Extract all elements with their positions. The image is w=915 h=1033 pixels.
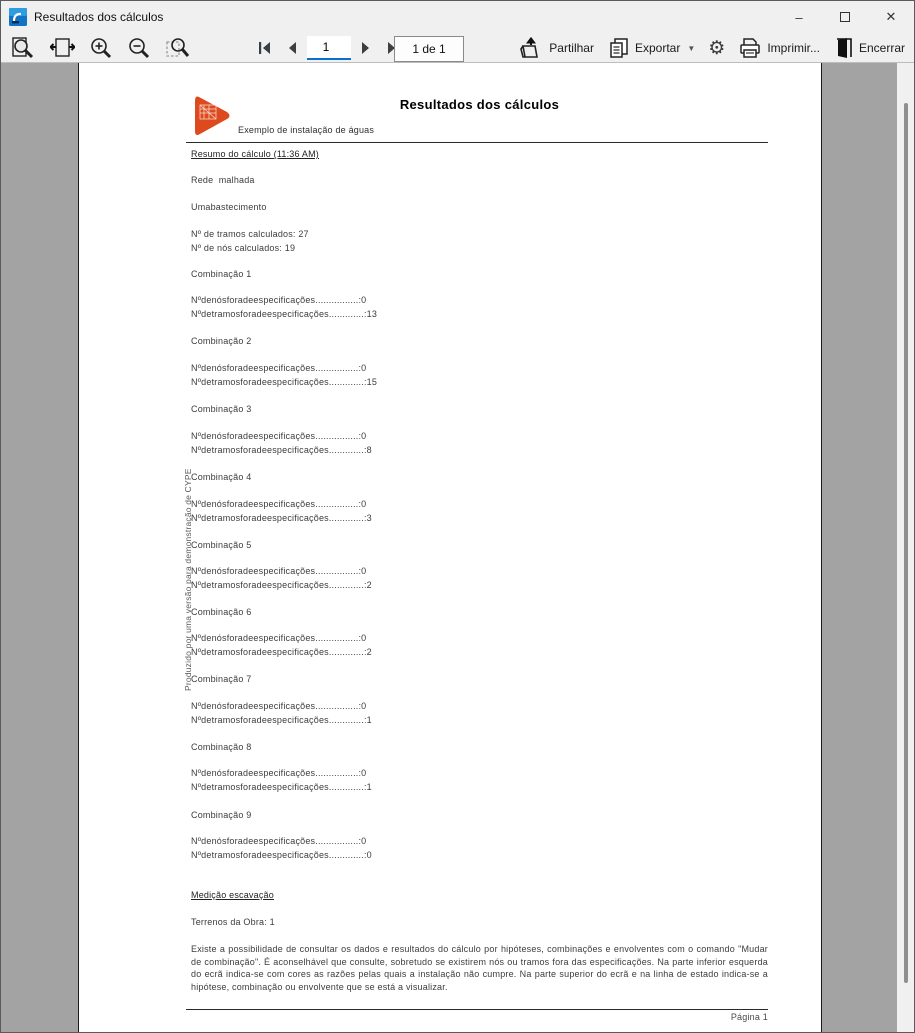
- project-name: Exemplo de instalação de águas: [238, 125, 375, 135]
- combo-sections-line: Nºdetramosforadeespecificações.............:2: [191, 647, 372, 657]
- combo-title: Combinação 7: [191, 674, 252, 684]
- export-dropdown-caret-icon: ▼: [687, 43, 696, 53]
- zoom-in-button[interactable]: [85, 34, 117, 61]
- combo-title: Combinação 3: [191, 404, 252, 414]
- combo-title: Combinação 4: [191, 472, 252, 482]
- exit-button[interactable]: [829, 35, 910, 62]
- next-page-icon: [360, 41, 372, 55]
- calculated-sections-line: Nº de tramos calculados: 27: [191, 229, 309, 239]
- zoom-region-button[interactable]: [161, 34, 195, 61]
- combo-sections-line: Nºdetramosforadeespecificações.............:1: [191, 782, 372, 792]
- combo-nodes-line: Nºdenósforadeespecificações................:0: [191, 499, 367, 509]
- combo-nodes-line: Nºdenósforadeespecificações................:0: [191, 363, 367, 373]
- previous-page-icon: [286, 41, 298, 55]
- previous-page-button[interactable]: [282, 35, 302, 62]
- toolbar: [1, 33, 914, 63]
- combo-title: Combinação 2: [191, 336, 252, 346]
- advice-paragraph: Existe a possibilidade de consultar os dados e resultados do cálculo por hipóteses, combinações e envolventes com o comando "Mudar de combinação". É aconselhável que consulte, sobretudo se existirem nós ou tramos fora das especificações. Na parte inferior esquerda do ecrã indica-se com cores as razões pelas quais a instalação não cumpre. Na parte superior do ecrã e na linha de estado indica-se a hipótese, combinação ou envolvente que se está a visualizar.: [191, 944, 768, 992]
- combo-nodes-line: Nºdenósforadeespecificações................:0: [191, 431, 367, 441]
- zoom-in-icon: [89, 36, 113, 60]
- combo-title: Combinação 8: [191, 742, 252, 752]
- window-controls: [776, 1, 914, 33]
- combo-title: Combinação 9: [191, 810, 252, 820]
- fit-page-icon: [11, 36, 36, 60]
- report-content: [183, 63, 768, 1032]
- share-label: Partilhar: [549, 41, 594, 55]
- document-canvas[interactable]: [1, 63, 914, 1032]
- maximize-icon: [840, 12, 850, 22]
- export-label: Exportar: [634, 41, 681, 55]
- first-page-icon: [257, 41, 273, 55]
- network-type-line: Rede malhada: [191, 175, 255, 185]
- next-page-button[interactable]: [356, 35, 376, 62]
- app-icon: [9, 8, 27, 26]
- combo-sections-line: Nºdetramosforadeespecificações.............:15: [191, 377, 378, 387]
- titlebar: [1, 1, 914, 33]
- excavation-heading: Medição escavação: [191, 890, 274, 900]
- combo-nodes-line: Nºdenósforadeespecificações................:0: [191, 836, 367, 846]
- export-button[interactable]: [603, 35, 700, 62]
- combo-sections-line: Nºdetramosforadeespecificações.............:3: [191, 513, 372, 523]
- zoom-region-icon: [165, 36, 191, 60]
- combo-sections-line: Nºdetramosforadeespecificações.............:2: [191, 580, 372, 590]
- page-navigation: [253, 33, 405, 63]
- settings-button[interactable]: [704, 35, 729, 62]
- close-button[interactable]: ✕: [885, 9, 897, 24]
- share-button[interactable]: [515, 35, 599, 62]
- door-icon: [834, 37, 854, 59]
- window-title: Resultados dos cálculos: [34, 10, 164, 24]
- print-label: Imprimir...: [767, 41, 820, 55]
- zoom-tools: [7, 34, 195, 61]
- toolbar-actions: [515, 33, 910, 63]
- header-rule: [186, 142, 768, 143]
- combo-nodes-line: Nºdenósforadeespecificações................:0: [191, 768, 367, 778]
- page-footer-label: Página 1: [730, 1012, 768, 1022]
- demo-watermark: Produzido por uma versão para demonstração de CYPE: [183, 468, 193, 691]
- vertical-scrollbar[interactable]: [897, 63, 914, 1032]
- gear-icon: ⚙: [708, 37, 726, 59]
- summary-heading: Resumo do cálculo (11:36 AM): [191, 149, 319, 159]
- terrains-line: Terrenos da Obra: 1: [191, 917, 275, 927]
- minimize-button[interactable]: –: [795, 9, 803, 25]
- combo-title: Combinação 1: [191, 269, 252, 279]
- combo-nodes-line: Nºdenósforadeespecificações................:0: [191, 295, 367, 305]
- combo-sections-line: Nºdetramosforadeespecificações.............:0: [191, 850, 372, 860]
- zoom-out-button[interactable]: [123, 34, 155, 61]
- combo-nodes-line: Nºdenósforadeespecificações................:0: [191, 566, 367, 576]
- report-title: Resultados dos cálculos: [399, 97, 560, 112]
- first-page-button[interactable]: [253, 35, 277, 62]
- combo-nodes-line: Nºdenósforadeespecificações................:0: [191, 633, 367, 643]
- maximize-button[interactable]: [822, 1, 868, 33]
- combo-sections-line: Nºdetramosforadeespecificações.............:1: [191, 715, 372, 725]
- combo-title: Combinação 5: [191, 540, 252, 550]
- combo-sections-line: Nºdetramosforadeespecificações.............:8: [191, 445, 372, 455]
- scrollbar-thumb[interactable]: [904, 103, 908, 983]
- page-number-input[interactable]: [307, 36, 351, 60]
- combo-sections-line: Nºdetramosforadeespecificações.............:13: [191, 309, 378, 319]
- print-button[interactable]: [733, 35, 825, 62]
- footer-rule: [186, 1009, 768, 1010]
- fit-width-button[interactable]: [46, 34, 79, 61]
- report-page: [78, 63, 822, 1032]
- fit-width-icon: [50, 36, 75, 60]
- calculated-nodes-line: Nº de nós calculados: 19: [191, 243, 296, 253]
- combo-title: Combinação 6: [191, 607, 252, 617]
- combo-nodes-line: Nºdenósforadeespecificações................:0: [191, 701, 367, 711]
- supply-line: Umabastecimento: [191, 202, 267, 212]
- fit-page-button[interactable]: [7, 34, 40, 61]
- exit-label: Encerrar: [858, 41, 905, 55]
- export-icon: [608, 37, 630, 59]
- printer-icon: [738, 37, 762, 59]
- zoom-out-icon: [127, 36, 151, 60]
- page-count-indicator: 1 de 1: [394, 36, 464, 62]
- share-icon: [520, 37, 544, 59]
